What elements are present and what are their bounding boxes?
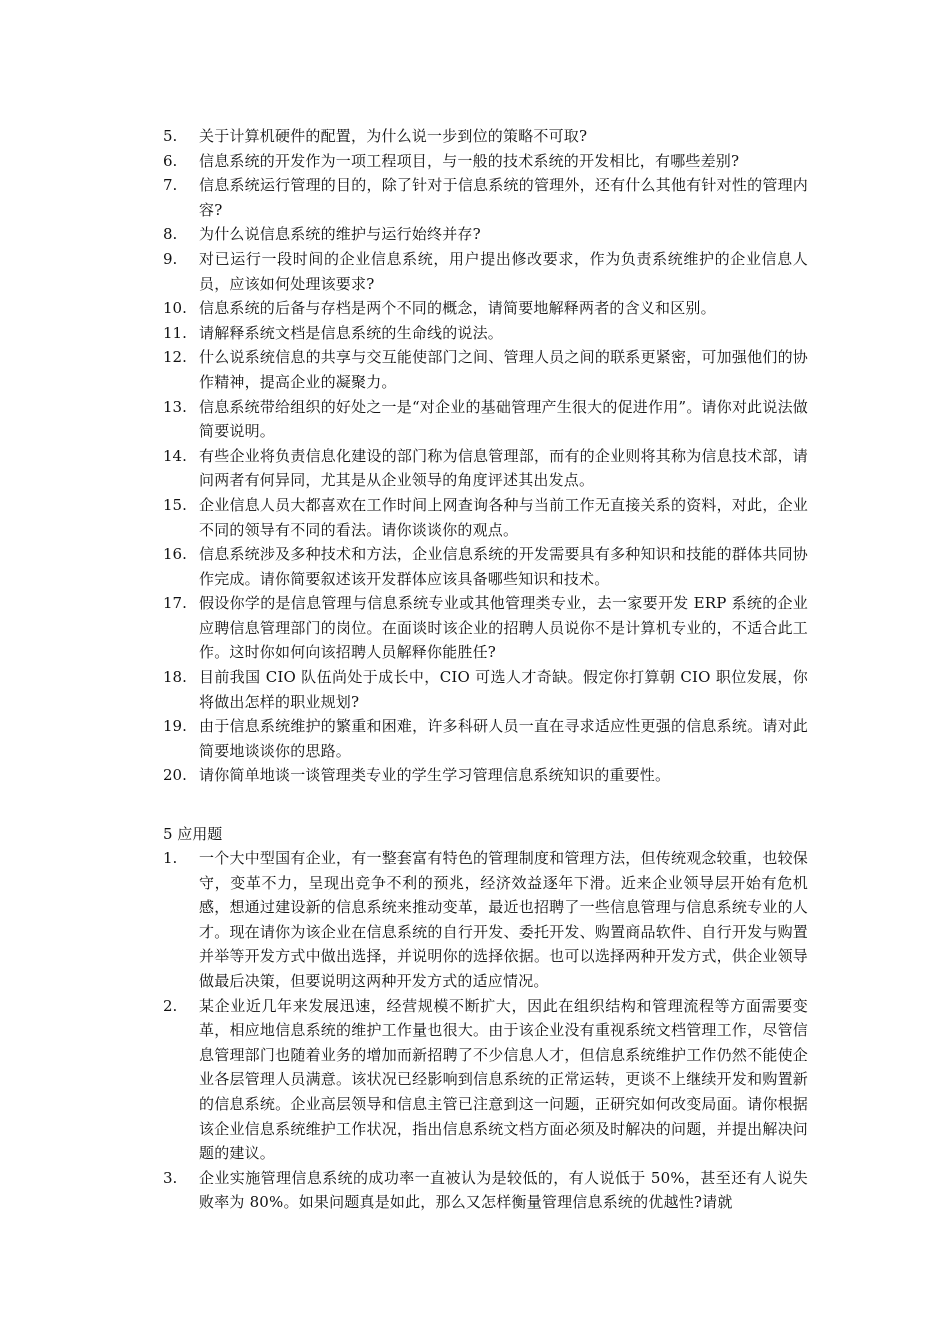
application-number: 1.	[163, 849, 178, 867]
application-item	[163, 846, 808, 994]
question-item	[163, 395, 808, 444]
question-item	[163, 665, 808, 714]
question-text: 关于计算机硬件的配置，为什么说一步到位的策略不可取?	[199, 127, 588, 145]
question-item	[163, 493, 808, 542]
question-number: 12.	[163, 348, 187, 367]
question-number: 19.	[163, 717, 187, 736]
question-number: 14.	[163, 446, 187, 465]
question-item	[163, 714, 808, 763]
question-number: 13.	[163, 397, 187, 416]
question-number: 15.	[163, 495, 187, 514]
question-text: 信息系统的开发作为一项工程项目，与一般的技术系统的开发相比，有哪些差别?	[199, 151, 740, 170]
question-number: 18.	[163, 668, 187, 687]
question-item	[163, 542, 808, 591]
question-item	[163, 591, 808, 665]
question-text: 请解释系统文档是信息系统的生命线的说法。	[199, 323, 504, 342]
question-item	[163, 345, 808, 394]
question-number: 8.	[163, 225, 178, 244]
question-item	[163, 763, 808, 788]
question-number: 20.	[163, 766, 187, 785]
application-text: 某企业近几年来发展迅速，经营规模不断扩大，因此在组织结构和管理流程等方面需要变革，相应地信息系统的维护工作量也很大。由于该企业没有重视系统文档管理工作，尽管信息管理部门也随着业务的增加而新招聘了不少信息人才，但信息系统维护工作仍然不能使企业各层管理人员满意。该状况已经影响到信息系统的正常运转，更谈不上继续开发和购置新的信息系统。企业高层领导和信息主管已注意到这一问题，正研究如何改变局面。请你根据该企业信息系统维护工作状况，指出信息系统文档方面必须及时解决的问题，并提出解决问题的建议。	[199, 996, 808, 1163]
application-question-list	[163, 846, 808, 1215]
question-text: 目前我国 CIO 队伍尚处于成长中，CIO 可选人才奇缺。假定你打算朝 CIO 职位发展，你将做出怎样的职业规划?	[199, 668, 808, 711]
question-item	[163, 247, 808, 296]
question-item	[163, 444, 808, 493]
application-text: 一个大中型国有企业，有一整套富有特色的管理制度和管理方法，但传统观念较重，也较保守，变革不力，呈现出竞争不利的预兆，经济效益逐年下滑。近来企业领导层开始有危机感，想通过建设新的信息系统来推动变革，最近也招聘了一些信息管理与信息系统专业的人才。现在请你为该企业在信息系统的自行开发、委托开发、购置商品软件、自行开发与购置并举等开发方式中做出选择，并说明你的选择依据。也可以选择两种开发方式，供企业领导做最后决策，但要说明这两种开发方式的适应情况。	[199, 849, 808, 990]
question-number: 9.	[163, 249, 178, 268]
question-item	[163, 173, 808, 222]
application-text: 企业实施管理信息系统的成功率一直被认为是较低的，有人说低于 50%，甚至还有人说失败率为 80%。如果问题真是如此，那么又怎样衡量管理信息系统的优越性?请就	[199, 1168, 808, 1212]
discussion-question-list	[163, 124, 808, 788]
question-item	[163, 296, 808, 321]
question-text: 请你简单地谈一谈管理类专业的学生学习管理信息系统知识的重要性。	[199, 766, 671, 785]
question-text: 信息系统的后备与存档是两个不同的概念，请简要地解释两者的含义和区别。	[199, 299, 716, 318]
question-text: 信息系统带给组织的好处之一是“对企业的基础管理产生很大的促进作用”。请你对此说法做简要说明。	[199, 397, 808, 441]
question-number: 10.	[163, 299, 187, 318]
question-text: 为什么说信息系统的维护与运行始终并存?	[199, 225, 481, 244]
question-text: 由于信息系统维护的繁重和困难，许多科研人员一直在寻求适应性更强的信息系统。请对此简要地谈谈你的思路。	[199, 717, 808, 760]
question-number: 11.	[163, 323, 187, 342]
question-text: 信息系统运行管理的目的，除了针对于信息系统的管理外，还有什么其他有针对性的管理内容?	[199, 176, 808, 219]
question-number: 16.	[163, 545, 187, 564]
question-number: 5.	[163, 127, 178, 145]
question-item	[163, 149, 808, 174]
question-text: 有些企业将负责信息化建设的部门称为信息管理部，而有的企业则将其称为信息技术部，请问两者有何异同，尤其是从企业领导的角度评述其出发点。	[199, 446, 808, 490]
section-heading: 5 应用题	[163, 825, 223, 843]
application-item	[163, 1166, 808, 1215]
question-item	[163, 321, 808, 346]
question-item	[163, 124, 808, 149]
question-number: 7.	[163, 176, 178, 195]
question-text: 信息系统涉及多种技术和方法，企业信息系统的开发需要具有多种知识和技能的群体共同协作完成。请你简要叙述该开发群体应该具备哪些知识和技术。	[199, 545, 808, 588]
application-number: 2.	[163, 996, 178, 1015]
question-number: 6.	[163, 151, 178, 170]
application-number: 3.	[163, 1168, 178, 1187]
application-item	[163, 994, 808, 1166]
question-text: 对已运行一段时间的企业信息系统，用户提出修改要求，作为负责系统维护的企业信息人员，应该如何处理该要求?	[199, 249, 808, 293]
question-number: 17.	[163, 594, 187, 613]
question-text: 假设你学的是信息管理与信息系统专业或其他管理类专业，去一家要开发 ERP 系统的企业应聘信息管理部门的岗位。在面谈时该企业的招聘人员说你不是计算机专业的，不适合此工作。这时你如何向该招聘人员解释你能胜任?	[199, 594, 808, 662]
question-text: 企业信息人员大都喜欢在工作时间上网查询各种与当前工作无直接关系的资料，对此，企业不同的领导有不同的看法。请你谈谈你的观点。	[199, 495, 808, 539]
question-text: 什么说系统信息的共享与交互能使部门之间、管理人员之间的联系更紧密，可加强他们的协作精神，提高企业的凝聚力。	[199, 348, 808, 391]
question-item	[163, 222, 808, 247]
